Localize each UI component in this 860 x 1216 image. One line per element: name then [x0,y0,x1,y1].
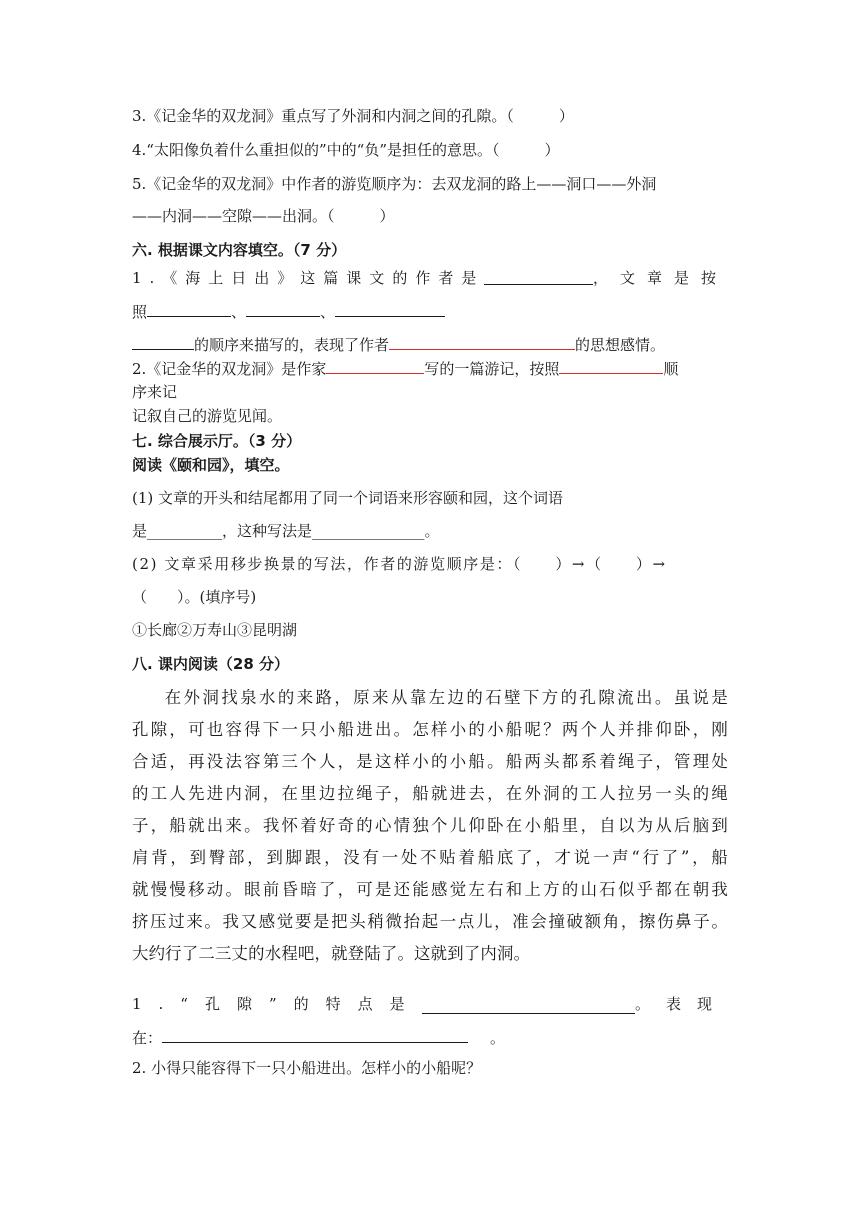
s6-q1-blank-order-1[interactable] [147,300,231,317]
passage-line: 肩背，到臀部，到脚跟，没有一处不贴着船底了，才说一声“行了”，船 [132,848,728,867]
s6-q1-blank-author[interactable] [484,268,593,285]
passage-line: 子，船就出来。我怀着好奇的心情独个儿仰卧在小船里，自以为从后脑到 [132,816,728,835]
s6-q1-text-d: 的顺序来描写的，表现了作者 [194,336,390,354]
judge-item-5-line2: ——内洞——空隙——出洞。（ ） [132,207,395,225]
s6-q2-line1 [132,357,678,379]
s7-options: ①长廊②万寿山③昆明湖 [132,621,298,639]
s6-q2-line3: 记叙自己的游览见闻。 [132,407,283,425]
passage-line: 的工人先进内洞，在里边拉绳子，船就进去，在外洞的工人拉另一头的绳 [132,784,728,803]
s8-q1-text-a: 1.“孔隙”的特点是 [132,995,422,1013]
s8-q1-text-c: 在： [132,1029,163,1047]
s8-q1-text-b: 。表现 [634,995,728,1013]
s6-q1-text-e: 的思想感情。 [575,336,666,354]
s6-q1-blank-order-4[interactable] [132,333,194,350]
passage-line: 孔隙，可也容得下一只小船进出。怎样小的小船呢？两个人并排仰卧，刚 [132,720,728,739]
s8-q1-text-d: 。 [490,1029,506,1047]
passage-line: 在外洞找泉水的来路，原来从靠左边的石壁下方的孔隙流出。虽说是 [164,688,728,707]
s6-q1-blank-order-2[interactable] [246,300,320,317]
s8-q1-blank-feature[interactable] [422,997,635,1014]
s7-q1-line2: 是__________，这种写法是_______________。 [132,522,440,540]
section-7-title: 七. 综合展示厅。（3 分） [132,432,302,450]
judge-item-4: 4.“太阳像负着什么重担似的”中的“负”是担任的意思。（ ） [132,141,560,159]
passage-line: 挤压过来。我又感觉要是把头稍微抬起一点儿，准会撞破额角，擦伤鼻子。 [132,912,728,931]
s8-q1-blank-expression[interactable] [162,1026,468,1043]
s8-q1-line2 [132,1026,505,1048]
s8-q2: 2. 小得只能容得下一只小船进出。怎样小的小船呢？ [132,1059,482,1077]
s6-q1-blank-order-3[interactable] [335,300,445,317]
section-7-subtitle: 阅读《颐和园》，填空。 [132,456,290,474]
s7-q1-line1: (1) 文章的开头和结尾都用了同一个词语来形容颐和园，这个词语 [132,489,564,507]
s6-q2-blank-writer[interactable] [326,357,424,374]
section-6-title: 六. 根据课文内容填空。（7 分） [132,241,347,259]
s6-q1-blank-feeling[interactable] [389,333,575,350]
s7-q2-line2: （ ）。(填序号) [132,588,257,606]
s6-q2-text-a: 2.《记金华的双龙洞》是作家 [132,360,327,378]
s6-q1-sep-1: 、 [231,303,247,321]
section-8-title: 八. 课内阅读（28 分） [132,655,290,673]
s6-q1-text-a: 1.《海上日出》这篇课文的作者是 [132,269,485,287]
s6-q2-text-b: 写的一篇游记，按照 [424,360,560,378]
reading-passage [132,682,728,970]
judge-item-5-line1: 5.《记金华的双龙洞》中作者的游览顺序为：去双龙洞的路上——洞口——外洞 [132,175,657,193]
s6-q2-blank-order[interactable] [559,357,663,374]
s6-q2-line2: 序来记 [132,383,178,401]
passage-line: 合适，再没法容第三个人，是这样小的小船。船两头都系着绳子，管理处 [132,752,728,771]
judge-item-3: 3.《记金华的双龙洞》重点写了外洞和内洞之间的孔隙。（ ） [132,107,574,125]
s6-q1-line3 [132,333,665,355]
s6-q1-sep-2: 、 [320,303,336,321]
s6-q1-text-b: ，文章是按 [592,269,728,287]
s7-q2-line1: (2) 文章采用移步换景的写法，作者的游览顺序是：（ ）→（ ）→ [132,555,667,573]
s6-q1-line2 [132,300,445,322]
s6-q1-text-c: 照 [132,303,148,321]
passage-line: 就慢慢移动。眼前昏暗了，可是还能感觉左右和上方的山石似乎都在朝我 [132,880,728,899]
s6-q2-text-c: 顺 [663,360,679,378]
s8-q1-line1 [132,994,728,1014]
passage-line: 大约行了二三丈的水程吧，就登陆了。这就到了内洞。 [132,944,531,963]
s6-q1-line1 [132,268,728,288]
